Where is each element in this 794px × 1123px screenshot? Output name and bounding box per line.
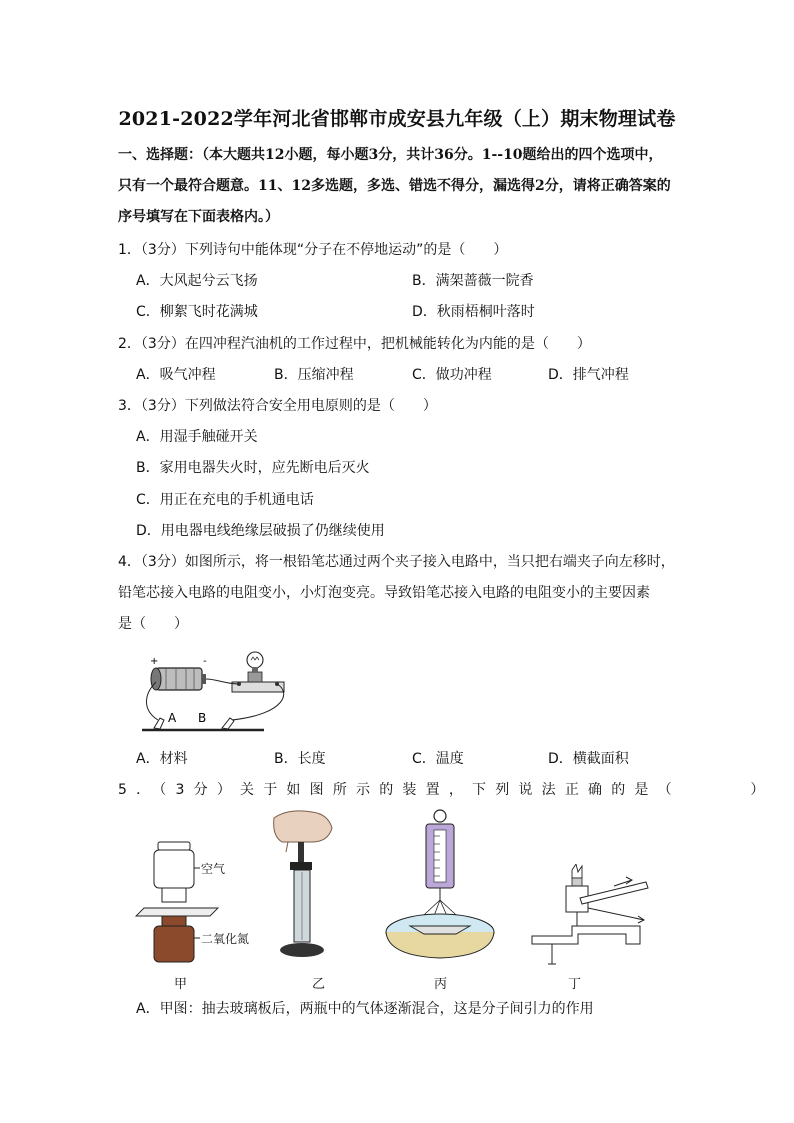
- label-air: 空气: [201, 862, 226, 876]
- clip-b-label: B: [198, 711, 207, 725]
- pump-base: [280, 943, 324, 957]
- battery-plus-sign: +: [150, 656, 159, 667]
- clip-a-icon: [154, 718, 164, 729]
- question-5-option-a: A．甲图：抽去玻璃板后，两瓶中的气体逐渐混合，这是分子间引力的作用: [136, 1001, 594, 1017]
- section-heading: 只有一个最符合题意。11、12多选题，多选、错选不得分，漏选得2分，请将正确答案的: [118, 178, 671, 194]
- nitrogen-dioxide-bottle-icon: [154, 916, 194, 962]
- question-3-option-d: D．用电器电线绝缘层破损了仍继续使用: [136, 523, 385, 539]
- question-2-option-b: B．压缩冲程: [274, 367, 354, 383]
- gas-diffusion-figure: [134, 838, 254, 970]
- question-4-option-a: A．材料: [136, 751, 188, 767]
- battery-icon: [151, 668, 206, 690]
- spring-scale-icon: [426, 824, 454, 888]
- clip-a-label: A: [168, 711, 177, 725]
- glass-plate: [136, 908, 218, 916]
- page-title: 2021-2022学年河北省邯郸市成安县九年级（上）期末物理试卷: [118, 108, 676, 130]
- spring-scale-water-figure: [384, 806, 500, 970]
- question-4-stem: 4．（3分）如图所示，将一根铅笔芯通过两个夹子接入电路中，当只把右端夹子向左移时，: [118, 554, 675, 570]
- question-2-stem: 2．（3分）在四冲程汽油机的工作过程中，把机械能转化为内能的是（ ）: [118, 336, 591, 352]
- question-3-option-b: B．家用电器失火时，应先断电后灭火: [136, 460, 370, 476]
- question-1-option-b: B．满架蔷薇一院香: [412, 273, 534, 289]
- section-heading: 一、选择题：（本大题共12小题，每小题3分，共计36分。1--10题给出的四个选项中，: [118, 147, 663, 163]
- battery-minus-sign: -: [203, 656, 207, 667]
- question-1-option-a: A．大风起兮云飞扬: [136, 273, 258, 289]
- question-5-stem: 5．（3分）关于如图所示的装置，下列说法正确的是（ ）: [118, 782, 774, 798]
- pencil-lead-circuit-figure: [136, 644, 296, 736]
- question-4-option-d: D．横截面积: [548, 751, 629, 767]
- question-2-option-c: C．做功冲程: [412, 367, 492, 383]
- question-2-option-a: A．吸气冲程: [136, 367, 216, 383]
- question-1-stem: 1．（3分）下列诗句中能体现“分子在不停地运动”的是（ ）: [118, 242, 508, 258]
- hook-ring: [434, 810, 446, 822]
- label-nitrogen-dioxide: 二氧化氮: [201, 932, 250, 946]
- question-3-option-c: C．用正在充电的手机通电话: [136, 492, 314, 508]
- caption-yi: 乙: [312, 977, 326, 992]
- section-heading: 序号填写在下面表格内。）: [118, 209, 279, 225]
- glass-cylinder-icon: [294, 870, 310, 942]
- question-4-stem: 铅笔芯接入电路的电阻变小，小灯泡变亮。导致铅笔芯接入电路的电阻变小的主要因素: [118, 585, 650, 601]
- test-tube-figure: [528, 864, 652, 968]
- question-1-option-c: C．柳絮飞时花满城: [136, 304, 258, 320]
- air-compression-figure: [268, 808, 348, 968]
- question-4-option-b: B．长度: [274, 751, 326, 767]
- clip-b-icon: [222, 718, 234, 729]
- question-2-option-d: D．排气冲程: [548, 367, 629, 383]
- question-3-stem: 3．（3分）下列做法符合安全用电原则的是（ ）: [118, 398, 437, 414]
- question-4-stem: 是（ ）: [118, 616, 188, 632]
- water-dish-icon: [386, 914, 494, 958]
- test-tube-icon: [580, 882, 648, 904]
- caption-jia: 甲: [174, 977, 188, 992]
- flame-icon: [572, 864, 582, 886]
- question-4-option-c: C．温度: [412, 751, 464, 767]
- question-1-option-d: D．秋雨梧桐叶落时: [412, 304, 535, 320]
- pump-cap: [290, 862, 312, 870]
- air-bottle-icon: [154, 842, 194, 902]
- question-3-option-a: A．用湿手触碰开关: [136, 429, 258, 445]
- stand-icon: [532, 926, 640, 964]
- caption-ding: 丁: [568, 977, 582, 992]
- caption-bing: 丙: [434, 977, 448, 992]
- light-bulb-icon: [232, 652, 284, 692]
- piston-rod: [298, 842, 304, 864]
